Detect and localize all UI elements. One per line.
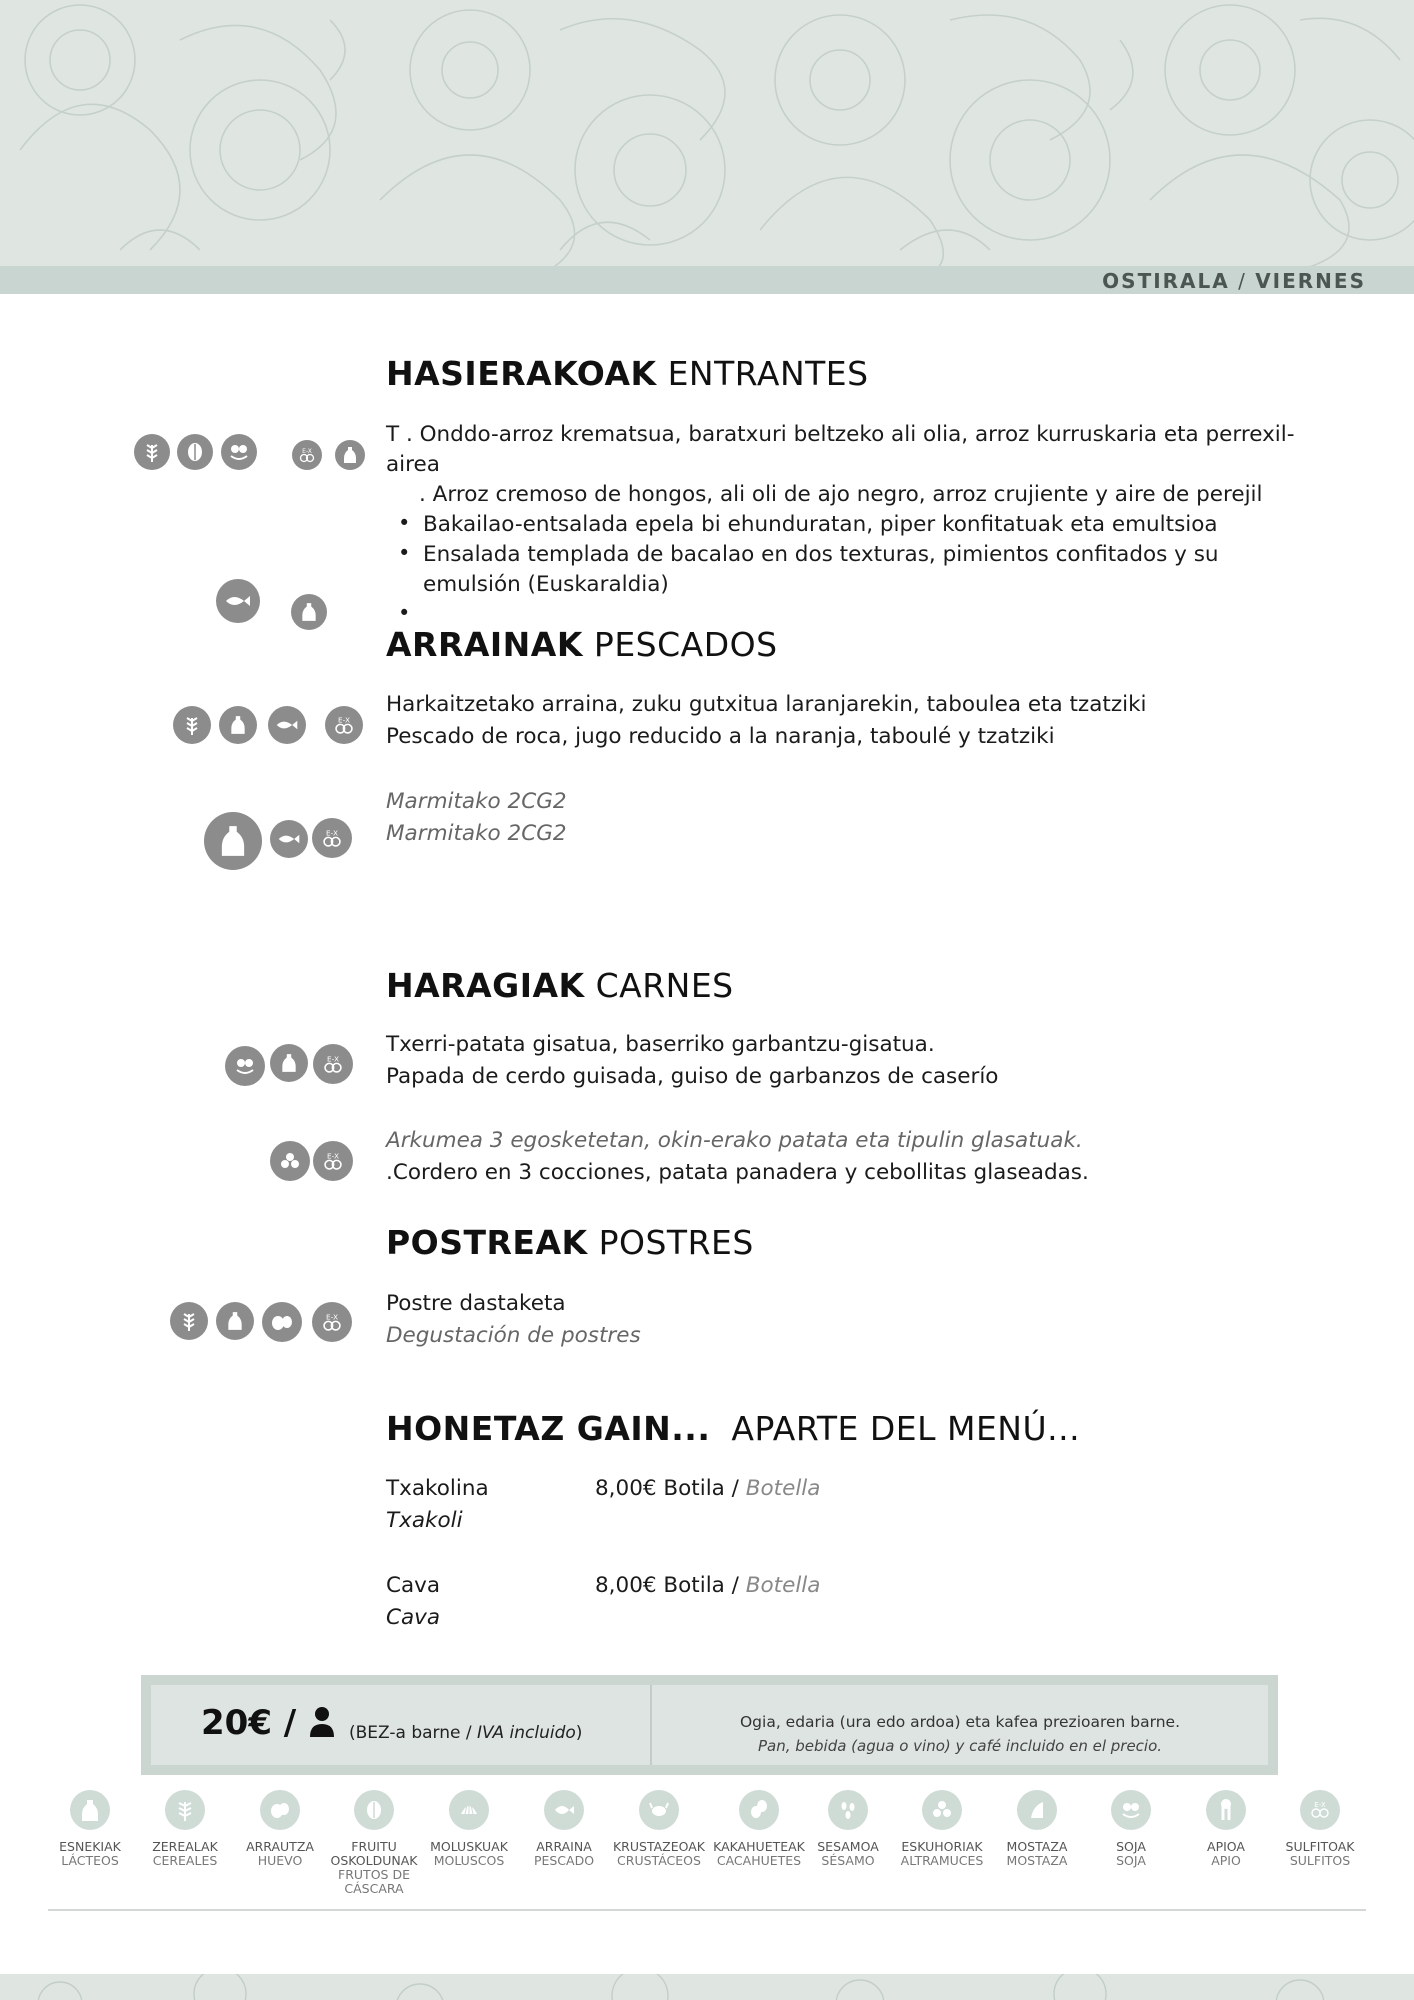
title-eu: ARRAINAK	[386, 625, 583, 664]
svg-text:E-X: E-X	[327, 1151, 339, 1161]
milk-icon	[216, 1302, 254, 1340]
soy-icon	[225, 1046, 265, 1086]
carne-1-es: Papada de cerdo guisada, guiso de garbanzos de caserío	[386, 1064, 999, 1089]
drink-1-name-es: Txakoli	[386, 1508, 463, 1533]
section-title-entrantes	[386, 354, 869, 393]
sesame-icon	[828, 1790, 868, 1830]
fish-icon	[216, 579, 260, 623]
allergen-label-eu: ARRAUTZA	[246, 1839, 314, 1854]
drink-unit-es: Botella	[745, 1573, 821, 1598]
allergen-label-es: CEREALES	[152, 1853, 218, 1868]
milk-icon	[219, 706, 257, 744]
title-es: PESCADOS	[593, 625, 778, 664]
soy-icon	[221, 434, 257, 470]
allergen-mustard	[985, 1790, 1089, 1868]
fish-icon	[544, 1790, 584, 1830]
allergen-sesame	[796, 1790, 900, 1868]
title-eu: HASIERAKOAK	[386, 354, 657, 393]
carne-2-es: .Cordero en 3 cocciones, patata panadera y cebollitas glaseadas.	[386, 1160, 1089, 1185]
fish-icon	[270, 820, 308, 858]
wheat-icon	[170, 1302, 208, 1340]
allergen-legend	[0, 1790, 1414, 1900]
wheat-icon	[165, 1790, 205, 1830]
legend-divider	[48, 1909, 1366, 1911]
postre-1-eu: Postre dastaketa	[386, 1291, 566, 1316]
entrante-1-eu-a: T . Onddo-arroz krematsua, baratxuri beltzeko ali olia, arroz kurruskaria eta perrexil-	[386, 422, 1295, 447]
title-eu: HONETAZ GAIN...	[386, 1409, 711, 1448]
allergen-label-es: HUEVO	[257, 1853, 303, 1868]
bullet-1: •	[398, 511, 411, 535]
egg-icon	[260, 1790, 300, 1830]
allergen-wheat	[133, 1790, 237, 1868]
milk-icon	[270, 1044, 308, 1082]
fish-icon	[268, 706, 306, 744]
pescado-1-es: Pescado de roca, jugo reducido a la naranja, taboulé y tzatziki	[386, 724, 1055, 749]
drink-unit-es: Botella	[745, 1476, 821, 1501]
sulphites-icon	[313, 1044, 353, 1084]
svg-text:E-X: E-X	[326, 1312, 338, 1322]
allergen-label-eu: ARRAINA	[536, 1839, 592, 1854]
day-eu: OSTIRALA	[1102, 269, 1230, 293]
day-label	[1102, 269, 1366, 293]
allergen-label-eu: KRUSTAZEOAK	[612, 1839, 705, 1854]
peanut-icon	[739, 1790, 779, 1830]
nut-icon	[177, 434, 213, 470]
milk-icon	[291, 594, 327, 630]
allergen-label-es: SÉSAMO	[821, 1853, 875, 1868]
allergen-label-es: MOSTAZA	[1006, 1853, 1068, 1868]
milk-icon	[204, 812, 262, 870]
postre-1-es: Degustación de postres	[386, 1323, 641, 1348]
title-es: ENTRANTES	[667, 354, 869, 393]
sulphites-icon	[1300, 1790, 1340, 1830]
day-separator: /	[1229, 269, 1256, 293]
allergen-label-eu: SOJA	[1116, 1839, 1146, 1854]
sulphites-icon	[312, 818, 352, 858]
allergen-label-es: LÁCTEOS	[61, 1853, 119, 1868]
allergen-label-eu: APIOA	[1207, 1839, 1245, 1854]
allergen-label-eu: FRUITU OSKOLDUNAK	[330, 1839, 418, 1868]
svg-text:E-X: E-X	[327, 1054, 339, 1064]
allergen-celery	[1174, 1790, 1278, 1868]
allergen-label-eu: ESKUHORIAK	[901, 1839, 983, 1854]
drink-1-price	[595, 1476, 820, 1501]
title-eu: POSTREAK	[386, 1223, 588, 1262]
lupin-icon	[270, 1141, 310, 1181]
pescado-2-eu: Marmitako 2CG2	[386, 789, 567, 814]
sulphites-icon	[312, 1302, 352, 1342]
svg-text:E-X: E-X	[1314, 1801, 1326, 1809]
allergen-label-es: SOJA	[1116, 1853, 1146, 1868]
crab-icon	[639, 1790, 679, 1830]
allergen-label-eu: ZEREALAK	[152, 1839, 218, 1854]
day-es: VIERNES	[1255, 269, 1366, 293]
allergen-crab	[607, 1790, 711, 1868]
lupin-icon	[922, 1790, 962, 1830]
sulphites-icon	[313, 1141, 353, 1181]
vat-note	[349, 1723, 582, 1743]
egg-icon	[262, 1302, 302, 1342]
allergen-label-es: ALTRAMUCES	[900, 1853, 984, 1868]
allergen-lupin	[890, 1790, 994, 1868]
included-es: Pan, bebida (agua o vino) y café incluido en el precio.	[757, 1737, 1163, 1755]
entrante-2-eu: Bakailao-entsalada epela bi ehunduratan, piper konfitatuak eta emultsioa	[423, 512, 1218, 537]
person-icon	[308, 1705, 336, 1737]
allergen-sulphites	[1268, 1790, 1372, 1868]
sulphites-icon	[292, 440, 322, 470]
drink-1-name-eu: Txakolina	[386, 1476, 489, 1501]
price-value: 20€ /	[201, 1703, 297, 1743]
title-es: CARNES	[595, 966, 734, 1005]
allergen-fish	[512, 1790, 616, 1868]
soy-icon	[1111, 1790, 1151, 1830]
svg-text:E-X: E-X	[338, 715, 350, 725]
allergen-label-eu: ESNEKIAK	[59, 1839, 121, 1854]
milk-icon	[335, 440, 365, 470]
included-eu: Ogia, edaria (ura edo ardoa) eta kafea prezioaren barne.	[739, 1713, 1181, 1731]
section-title-postres	[386, 1223, 754, 1262]
mustard-icon	[1017, 1790, 1057, 1830]
allergen-shell	[417, 1790, 521, 1868]
allergen-label-es: MOLUSCOS	[433, 1853, 505, 1868]
allergen-label-eu: MOLUSKUAK	[430, 1839, 508, 1854]
pescado-2-es: Marmitako 2CG2	[386, 821, 567, 846]
allergen-label-eu: SULFITOAK	[1285, 1839, 1355, 1854]
floral-pattern	[0, 1974, 1414, 2000]
allergen-label-eu: SESAMOA	[817, 1839, 879, 1854]
pescado-1-eu: Harkaitzetako arraina, zuku gutxitua laranjarekin, taboulea eta tzatziki	[386, 692, 1147, 717]
entrante-1-es: . Arroz cremoso de hongos, ali oli de ajo negro, arroz crujiente y aire de perejil	[419, 482, 1263, 507]
milk-icon	[70, 1790, 110, 1830]
allergen-label-es: FRUTOS DE CÁSCARA	[338, 1867, 410, 1896]
vat-es: IVA incluido	[477, 1723, 576, 1743]
allergen-label-es: CRUSTÁCEOS	[617, 1853, 701, 1868]
day-band	[0, 266, 1414, 294]
sulphites-icon	[325, 706, 363, 744]
vat-eu: (BEZ-a barne /	[349, 1723, 478, 1743]
section-title-aparte	[386, 1409, 1080, 1448]
entrante-2-es-b: emulsión (Euskaraldia)	[423, 572, 669, 597]
title-es: APARTE DEL MENÚ...	[731, 1409, 1081, 1448]
shell-icon	[449, 1790, 489, 1830]
allergen-label-eu: MOSTAZA	[1006, 1839, 1068, 1854]
nut-icon	[354, 1790, 394, 1830]
allergen-nut	[322, 1790, 426, 1896]
allergen-label-es: SULFITOS	[1289, 1853, 1351, 1868]
price-box-inner	[151, 1685, 1268, 1765]
allergen-milk	[38, 1790, 142, 1868]
entrante-1-eu-b: airea	[386, 452, 440, 477]
wheat-icon	[173, 706, 211, 744]
vat-close: )	[575, 1723, 583, 1743]
floral-footer-strip	[0, 1974, 1414, 2000]
svg-text:E-X: E-X	[302, 448, 312, 455]
section-title-carnes	[386, 966, 734, 1005]
title-eu: HARAGIAK	[386, 966, 585, 1005]
allergen-label-es: PESCADO	[533, 1853, 595, 1868]
entrante-2-es-a: Ensalada templada de bacalao en dos texturas, pimientos confitados y su	[423, 542, 1219, 567]
svg-text:E-X: E-X	[326, 828, 338, 838]
carne-1-eu: Txerri-patata gisatua, baserriko garbantzu-gisatua.	[386, 1032, 935, 1057]
wheat-icon	[134, 434, 170, 470]
allergen-egg	[228, 1790, 332, 1868]
allergen-label-eu: KAKAHUETEAK	[713, 1839, 805, 1854]
celery-icon	[1206, 1790, 1246, 1830]
drink-price: 8,00€ Botila /	[595, 1476, 746, 1501]
drink-price: 8,00€ Botila /	[595, 1573, 746, 1598]
price-box	[141, 1675, 1278, 1775]
bullet-3: •	[398, 601, 411, 625]
allergen-label-es: APIO	[1211, 1853, 1241, 1868]
floral-header-banner	[0, 0, 1414, 266]
section-title-pescados	[386, 625, 778, 664]
carne-2-eu: Arkumea 3 egosketetan, okin-erako patata eta tipulin glasatuak.	[386, 1128, 1083, 1153]
allergen-soy	[1079, 1790, 1183, 1868]
drink-2-price	[595, 1573, 820, 1598]
menu-price	[201, 1703, 336, 1743]
drink-2-name-es: Cava	[386, 1605, 441, 1630]
floral-pattern	[0, 0, 1414, 266]
title-es: POSTRES	[598, 1223, 754, 1262]
drink-2-name-eu: Cava	[386, 1573, 441, 1598]
allergen-label-es: CACAHUETES	[716, 1853, 802, 1868]
bullet-2: •	[398, 541, 411, 565]
